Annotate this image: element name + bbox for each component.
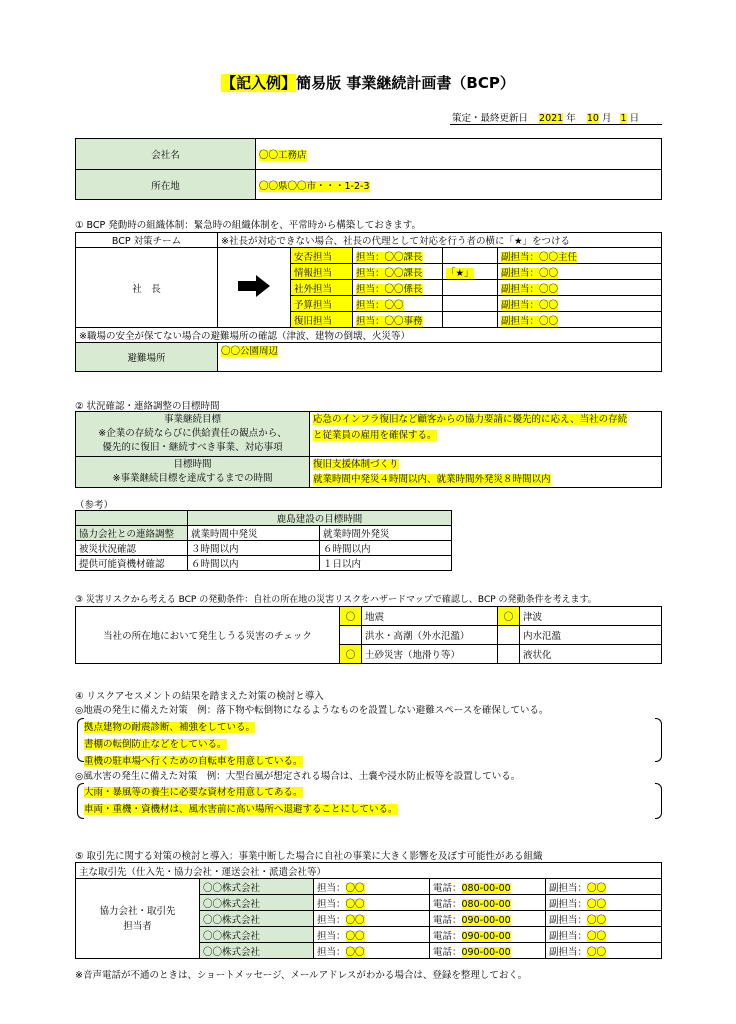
risk-mark: 〇 xyxy=(498,607,520,626)
dep-label: 副担当： xyxy=(549,882,588,894)
ref-row-in: ３時間以内 xyxy=(188,541,320,556)
lead-value: 〇〇 xyxy=(345,946,365,958)
risk-name: 内水氾濫 xyxy=(520,626,662,645)
lead-label: 担当： xyxy=(317,946,346,958)
lead-label: 担当： xyxy=(317,930,346,942)
goal-label-line3: 優先的に復旧・継続すべき事業、対応事項 xyxy=(102,442,283,453)
lead-label: 担当： xyxy=(317,882,346,894)
time-value-cell xyxy=(310,457,662,488)
role-deputy: 副担当：〇〇 xyxy=(501,283,559,295)
risk-name: 洪水・高潮（外水氾濫） xyxy=(362,626,498,645)
goal-label-cell xyxy=(76,412,310,457)
year-unit: 年 xyxy=(566,113,576,124)
dep-value: 〇〇 xyxy=(587,914,607,926)
partner-left-line1: 協力会社・取引先 xyxy=(99,905,176,917)
section4-heading: ④ リスクアセスメントの結果を踏まえた対策の検討と導入 xyxy=(75,691,324,702)
evac-value: 〇〇公園周辺 xyxy=(221,346,279,357)
role-lead: 担当：〇〇事務 xyxy=(356,315,423,327)
tel-label: 電話： xyxy=(433,946,462,958)
partner-company: 〇〇株式会社 xyxy=(200,911,314,927)
risk-mark: 〇 xyxy=(340,607,362,626)
ref-row-out: １日以内 xyxy=(320,556,452,571)
lead-value: 〇〇 xyxy=(345,898,365,910)
goal-value-cell xyxy=(310,412,662,457)
time-label-cell xyxy=(76,457,310,488)
role-name: 情報担当 xyxy=(291,264,353,280)
quake-intro: ◎地震の発生に備えた対策 例：落下物や転倒物になるようなものを設置しない避難スペースを確保している。 xyxy=(75,705,549,716)
reference-table xyxy=(75,510,452,571)
company-name-label: 会社名 xyxy=(76,139,256,170)
lead-label: 担当： xyxy=(317,914,346,926)
section2-heading: ② 状況確認・連絡調整の目標時間 xyxy=(75,401,220,412)
title-prefix: 【記入例】 xyxy=(221,74,297,92)
arrow-icon xyxy=(218,248,291,328)
role-name: 予算担当 xyxy=(291,296,353,312)
goal-label-line1: 事業継続目標 xyxy=(163,414,221,425)
risk-name: 津波 xyxy=(520,607,662,626)
tel-value: 090-00-00 xyxy=(461,930,511,942)
partner-company: 〇〇株式会社 xyxy=(200,895,314,911)
role-name: 復旧担当 xyxy=(291,312,353,328)
month-unit: 月 xyxy=(601,113,612,124)
quake-item: 拠点建物の耐震診断、補強をしている。 xyxy=(84,722,256,733)
target-time-table xyxy=(75,411,662,488)
tel-label: 電話： xyxy=(433,930,462,942)
risk-mark xyxy=(340,626,362,645)
storm-bracket-left xyxy=(77,783,84,819)
dep-label: 副担当： xyxy=(549,930,588,942)
tel-label: 電話： xyxy=(433,914,462,926)
tel-label: 電話： xyxy=(433,882,462,894)
risk-name: 液状化 xyxy=(520,645,662,664)
tel-value: 080-00-00 xyxy=(461,898,511,910)
president-label: 社 長 xyxy=(76,248,218,328)
time-label-line1: 目標時間 xyxy=(173,459,212,470)
role-deputy: 副担当：〇〇 xyxy=(501,299,559,311)
dep-value: 〇〇 xyxy=(587,930,607,942)
goal-value-line1: 応急のインフラ復旧など顧客からの協力要請に優先的に応え、当社の存続 xyxy=(313,414,628,425)
reference-label: （参考） xyxy=(75,500,114,511)
lead-value: 〇〇 xyxy=(345,914,365,926)
partner-table xyxy=(75,862,662,959)
company-name-value: 〇〇工務店 xyxy=(259,150,307,161)
day-unit: 日 xyxy=(629,113,640,124)
address-value: 〇〇県〇〇市・・・1-2-3 xyxy=(259,180,370,192)
time-value-line2: 就業時間中発災４時間以内、就業時間外発災８時間以内 xyxy=(313,474,551,485)
section3-heading: ③ 災害リスクから考える BCP の発動条件：自社の所在地の災害リスクをハザードマップで確認し、BCP の発動条件を考えます。 xyxy=(75,595,597,605)
role-deputy: 副担当：〇〇主任 xyxy=(501,251,578,263)
evac-note: ※職場の安全が保てない場合の避難場所の確認（津波、建物の倒壊、火災等） xyxy=(76,328,662,343)
tel-value: 080-00-00 xyxy=(461,882,511,894)
update-date xyxy=(452,110,639,124)
ref-header: 鹿島建設の目標時間 xyxy=(188,511,452,526)
dep-value: 〇〇 xyxy=(587,898,607,910)
address-label: 所在地 xyxy=(76,170,256,200)
partner-footnote: ※音声電話が不通のときは、ショートメッセージ、メールアドレスがわかる場合は、登録を整理しておく。 xyxy=(75,970,528,981)
time-label-line2: ※事業継続目標を達成するまでの時間 xyxy=(112,473,273,484)
team-note: ※社長が対応できない場合、社長の代理として対応を行う者の横に「★」をつける xyxy=(218,233,662,248)
partner-left-line2: 担当者 xyxy=(123,920,152,932)
time-value-line1: 復旧支援体制づくり xyxy=(313,459,399,470)
storm-item: 車両・重機・資機材は、風水害前に高い場所へ退避することにしている。 xyxy=(84,804,398,815)
bcp-team-table xyxy=(75,232,662,372)
role-lead: 担当：〇〇 xyxy=(356,299,404,311)
role-lead: 担当：〇〇課長 xyxy=(356,267,423,279)
partner-company: 〇〇株式会社 xyxy=(200,879,314,895)
risk-name: 地震 xyxy=(362,607,498,626)
lead-value: 〇〇 xyxy=(345,930,365,942)
goal-value-line2: と従業員の雇用を確保する。 xyxy=(313,430,437,441)
ref-col0: 協力会社との連絡調整 xyxy=(76,526,188,541)
dep-value: 〇〇 xyxy=(587,882,607,894)
storm-bracket-right xyxy=(655,783,662,819)
role-lead: 担当：〇〇係長 xyxy=(356,283,423,295)
ref-blank xyxy=(76,511,188,526)
company-table xyxy=(75,138,662,200)
update-year: 2021 xyxy=(539,113,564,124)
risk-mark: 〇 xyxy=(340,645,362,664)
ref-col2: 就業時間外発災 xyxy=(320,526,452,541)
role-deputy: 副担当：〇〇 xyxy=(501,267,559,279)
lead-label: 担当： xyxy=(317,898,346,910)
partner-company: 〇〇株式会社 xyxy=(200,943,314,959)
role-name: 社外担当 xyxy=(291,280,353,296)
role-deputy: 副担当：〇〇 xyxy=(501,315,559,327)
team-label: BCP 対策チーム xyxy=(76,233,218,248)
role-star: 「★」 xyxy=(446,267,474,279)
tel-label: 電話： xyxy=(433,898,462,910)
storm-intro: ◎風水害の発生に備えた対策 例：大型台風が想定される場合は、土嚢や浸水防止板等を設置している。 xyxy=(75,771,521,782)
tel-value: 090-00-00 xyxy=(461,946,511,958)
quake-bracket-left xyxy=(77,718,84,762)
ref-row-out: ６時間以内 xyxy=(320,541,452,556)
section5-heading: ⑤ 取引先に関する対策の検討と導入：事業中断した場合に自社の事業に大きく影響を及ぼす可能性がある組織 xyxy=(75,851,543,862)
lead-value: 〇〇 xyxy=(345,882,365,894)
ref-row-in: ６時間以内 xyxy=(188,556,320,571)
document-title xyxy=(0,72,736,93)
update-underline xyxy=(450,124,662,125)
dep-value: 〇〇 xyxy=(587,946,607,958)
risk-name: 土砂災害（地滑り等） xyxy=(362,645,498,664)
partner-company: 〇〇株式会社 xyxy=(200,927,314,943)
ref-row-label: 被災状況確認 xyxy=(76,541,188,556)
update-month: 10 xyxy=(586,113,599,124)
disaster-check-table xyxy=(75,606,662,664)
dep-label: 副担当： xyxy=(549,946,588,958)
partner-left-label xyxy=(76,879,200,959)
dep-label: 副担当： xyxy=(549,914,588,926)
risk-mark xyxy=(498,626,520,645)
section1-heading: ① BCP 発動時の組織体制：緊急時の組織体制を、平常時から構築しておきます。 xyxy=(75,220,422,231)
title-main: 簡易版 事業継続計画書（BCP） xyxy=(296,74,515,92)
check-label: 当社の所在地において発生しうる災害のチェック xyxy=(76,607,340,664)
quake-item: 重機の駐車場へ行くための自転車を用意している。 xyxy=(84,756,303,767)
evac-label: 避難場所 xyxy=(76,343,218,372)
partner-header: 主な取引先（仕入先・協力会社・運送会社・派遣会社等） xyxy=(76,863,662,879)
ref-row-label: 提供可能資機材確認 xyxy=(76,556,188,571)
risk-mark xyxy=(498,645,520,664)
quake-item: 書棚の転倒防止などをしている。 xyxy=(84,739,227,750)
dep-label: 副担当： xyxy=(549,898,588,910)
role-lead: 担当：〇〇課長 xyxy=(356,251,423,263)
quake-bracket-right xyxy=(655,718,662,762)
goal-label-line2: ※企業の存続ならびに供給責任の観点から、 xyxy=(98,428,287,439)
storm-item: 大雨・暴風等の養生に必要な資材を用意してある。 xyxy=(84,787,303,798)
update-day: 1 xyxy=(620,113,627,124)
tel-value: 090-00-00 xyxy=(461,914,511,926)
update-label: 策定・最終更新日 xyxy=(452,113,529,124)
ref-col1: 就業時間中発災 xyxy=(188,526,320,541)
role-name: 安否担当 xyxy=(291,248,353,264)
